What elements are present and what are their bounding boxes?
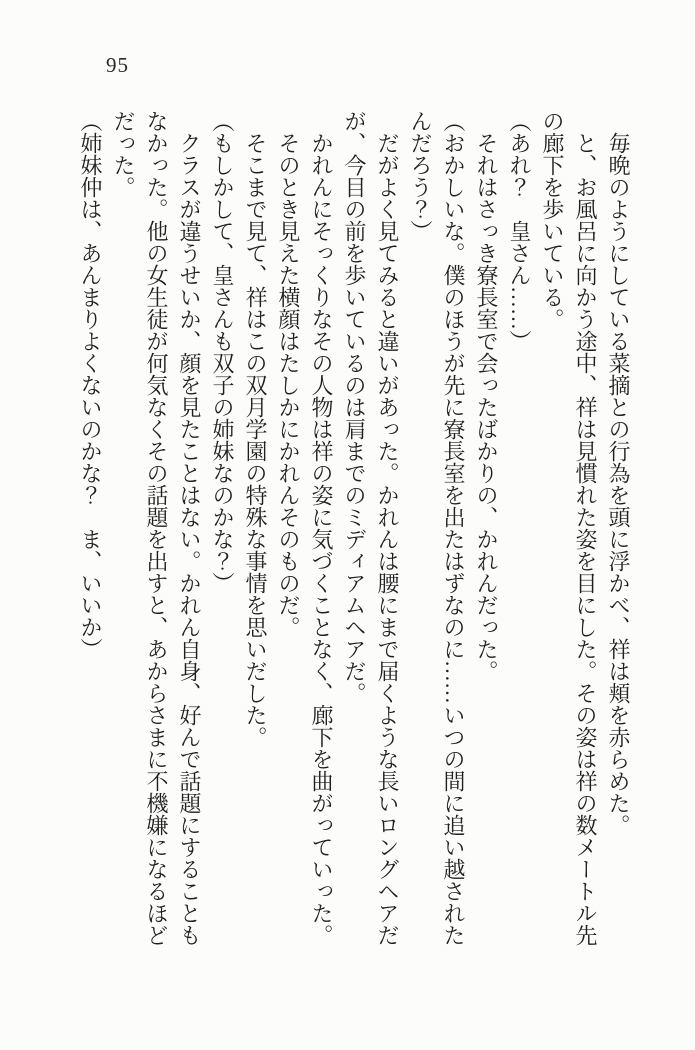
paragraph-dialogue: （もしかして、皇さんも双子の姉妹なのかな？）: [210, 110, 235, 594]
paragraph-dialogue: （姉妹仲は、あんまりよくないのかな？ ま、いいか）: [78, 110, 103, 660]
paragraph-dialogue: （おかしいな。僕のほうが先に寮長室を出たはずなのに……いつの間に追い越されたんだろう？）: [408, 110, 466, 946]
paragraph: そこまで見て、祥はこの双月学園の特殊な事情を思いだした。: [243, 132, 268, 748]
page-number: 95: [106, 53, 129, 77]
paragraph: 毎晩のようにしている菜摘との行為を頭に浮かべ、祥は頬を赤らめた。: [606, 132, 631, 836]
paragraph: だがよく見てみると違いがあった。かれんは腰にまで届くような長いロングヘアだが、今目の前を歩いているのは肩までのミディアムヘアだ。: [342, 110, 400, 946]
paragraph: それはさっき寮長室で会ったばかりの、かれんだった。: [474, 132, 499, 682]
paragraph: そのとき見えた横顔はたしかにかれんそのものだ。: [276, 132, 301, 638]
paragraph: クラスが違うせいか、顔を見たことはない。かれん自身、好んで話題にすることもなかった。他の女生徒が何気なくその話題を出すと、あからさまに不機嫌になるほどだった。: [111, 110, 202, 946]
paragraph: かれんにそっくりなその人物は祥の姿に気づくことなく、廊下を曲がっていった。: [309, 132, 334, 946]
paragraph-dialogue: （あれ？ 皇さん……）: [507, 110, 532, 352]
paragraph: と、お風呂に向かう途中、祥は見慣れた姿を目にした。その姿は祥の数メートル先の廊下を歩いている。: [540, 110, 598, 946]
body-text: [73, 110, 635, 947]
